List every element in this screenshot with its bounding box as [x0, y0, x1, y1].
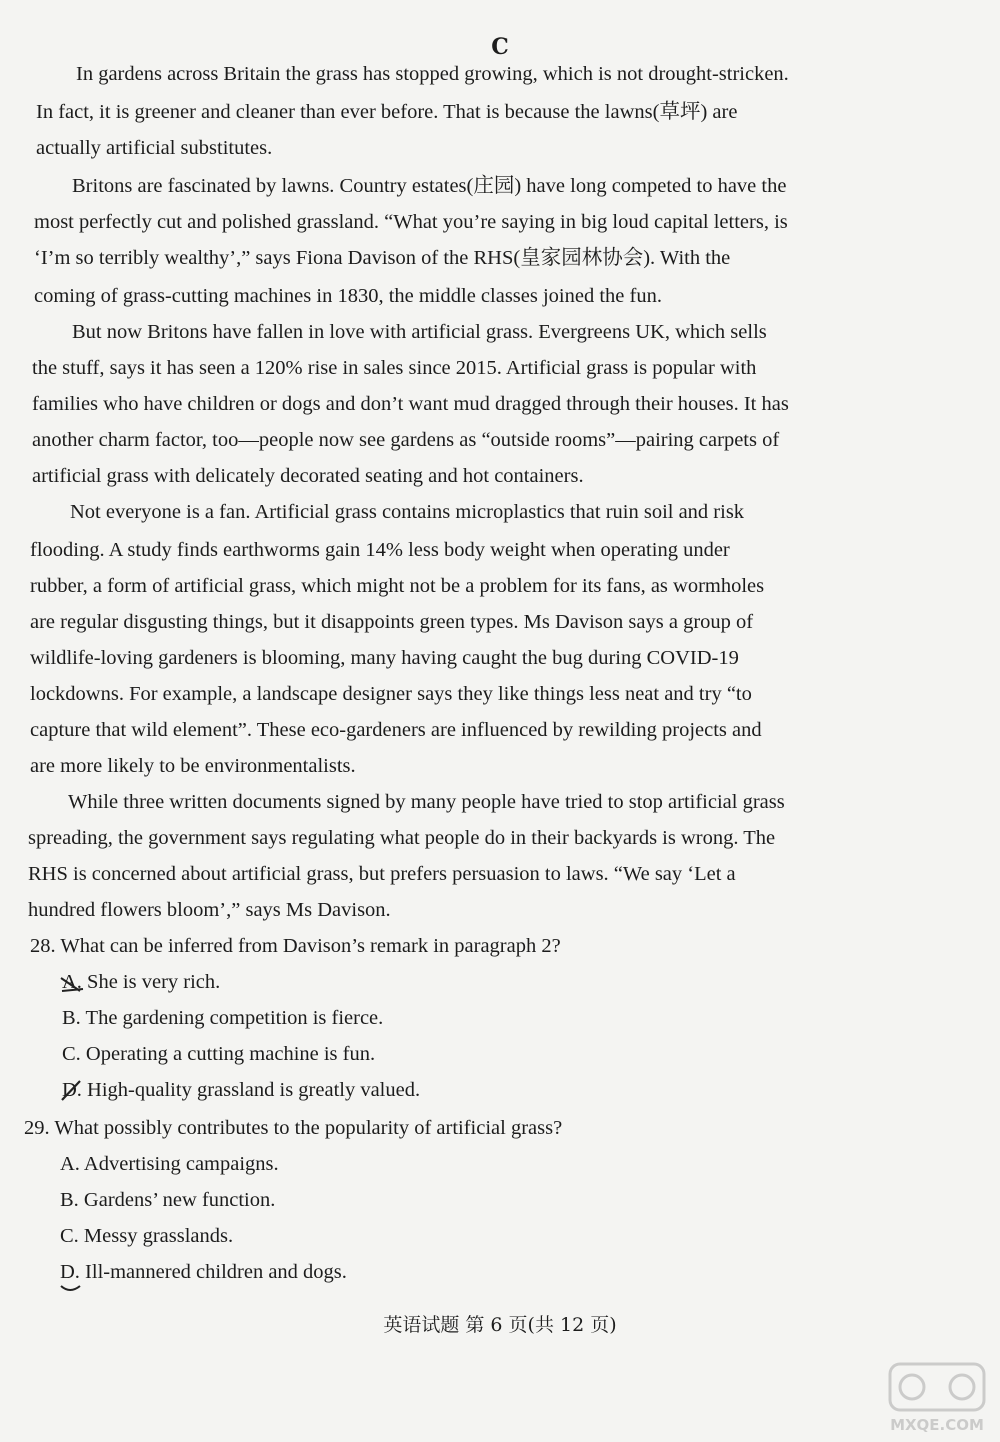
passage-line: flooding. A study finds earthworms gain 14% less body weight when operating under: [30, 539, 730, 561]
passage-line: But now Britons have fallen in love with artificial grass. Evergreens UK, which sells: [72, 321, 767, 343]
passage-line: actually artificial substitutes.: [36, 137, 273, 159]
passage-line: While three written documents signed by many people have tried to stop artificial grass: [68, 791, 785, 813]
passage-line: rubber, a form of artificial grass, which might not be a problem for its fans, as wormholes: [30, 575, 765, 597]
pen-check-mark: [58, 1078, 92, 1104]
passage-line: artificial grass with delicately decorated seating and hot containers.: [32, 465, 584, 487]
question-29-option-d: D. Ill-mannered children and dogs.: [60, 1261, 347, 1283]
passage-line: capture that wild element”. These eco-gardeners are influenced by rewilding projects and: [30, 719, 762, 741]
passage-line: Britons are fascinated by lawns. Country estates(庄园) have long competed to have the: [72, 175, 787, 197]
passage-line: coming of grass-cutting machines in 1830, the middle classes joined the fun.: [34, 285, 662, 307]
question-29-stem: 29. What possibly contributes to the popularity of artificial grass?: [24, 1117, 563, 1139]
passage-line: are regular disgusting things, but it disappoints green types. Ms Davison says a group of: [30, 611, 754, 633]
question-29-option-c: C. Messy grasslands.: [60, 1225, 234, 1247]
watermark-text: MXQE.COM: [890, 1416, 984, 1434]
watermark-logo-icon: [882, 1358, 992, 1438]
question-28-option-c: C. Operating a cutting machine is fun.: [62, 1043, 376, 1065]
passage-line: wildlife-loving gardeners is blooming, many having caught the bug during COVID-19: [30, 647, 739, 669]
passage-line: lockdowns. For example, a landscape designer says they like things less neat and try “to: [30, 683, 752, 705]
passage-line: In gardens across Britain the grass has stopped growing, which is not drought-stricken.: [76, 63, 789, 85]
question-28-stem: 28. What can be inferred from Davison’s remark in paragraph 2?: [30, 935, 561, 957]
question-28-option-a: A. She is very rich.: [62, 971, 221, 993]
passage-line: hundred flowers bloom’,” says Ms Davison.: [28, 899, 391, 921]
page-footer: 英语试题 第 6 页(共 12 页): [383, 1314, 617, 1336]
passage-line: ‘I’m so terribly wealthy’,” says Fiona Davison of the RHS(皇家园林协会). With the: [34, 247, 731, 269]
question-29-option-b: B. Gardens’ new function.: [60, 1189, 276, 1211]
question-29-option-a: A. Advertising campaigns.: [60, 1153, 279, 1175]
question-28-option-b: B. The gardening competition is fierce.: [62, 1007, 384, 1029]
passage-line: the stuff, says it has seen a 120% rise in sales since 2015. Artificial grass is popular with: [32, 357, 757, 379]
passage-line: spreading, the government says regulating what people do in their backyards is wrong. The: [28, 827, 776, 849]
passage-line: another charm factor, too—people now see gardens as “outside rooms”—pairing carpets of: [32, 429, 780, 451]
passage-line: are more likely to be environmentalists.: [30, 755, 356, 777]
question-28-option-d: D. High-quality grassland is greatly valued.: [62, 1079, 421, 1101]
pen-strike-mark: [58, 974, 88, 996]
passage-line: most perfectly cut and polished grassland. “What you’re saying in big loud capital letters, is: [34, 211, 788, 233]
pen-underline-mark: [58, 1282, 84, 1296]
passage-line: RHS is concerned about artificial grass, but prefers persuasion to laws. “We say ‘Let a: [28, 863, 736, 885]
passage-line: Not everyone is a fan. Artificial grass contains microplastics that ruin soil and risk: [70, 501, 745, 523]
passage-line: families who have children or dogs and don’t want mud dragged through their houses. It has: [32, 393, 789, 415]
section-heading: C: [491, 34, 509, 60]
passage-line: In fact, it is greener and cleaner than ever before. That is because the lawns(草坪) are: [36, 101, 738, 123]
